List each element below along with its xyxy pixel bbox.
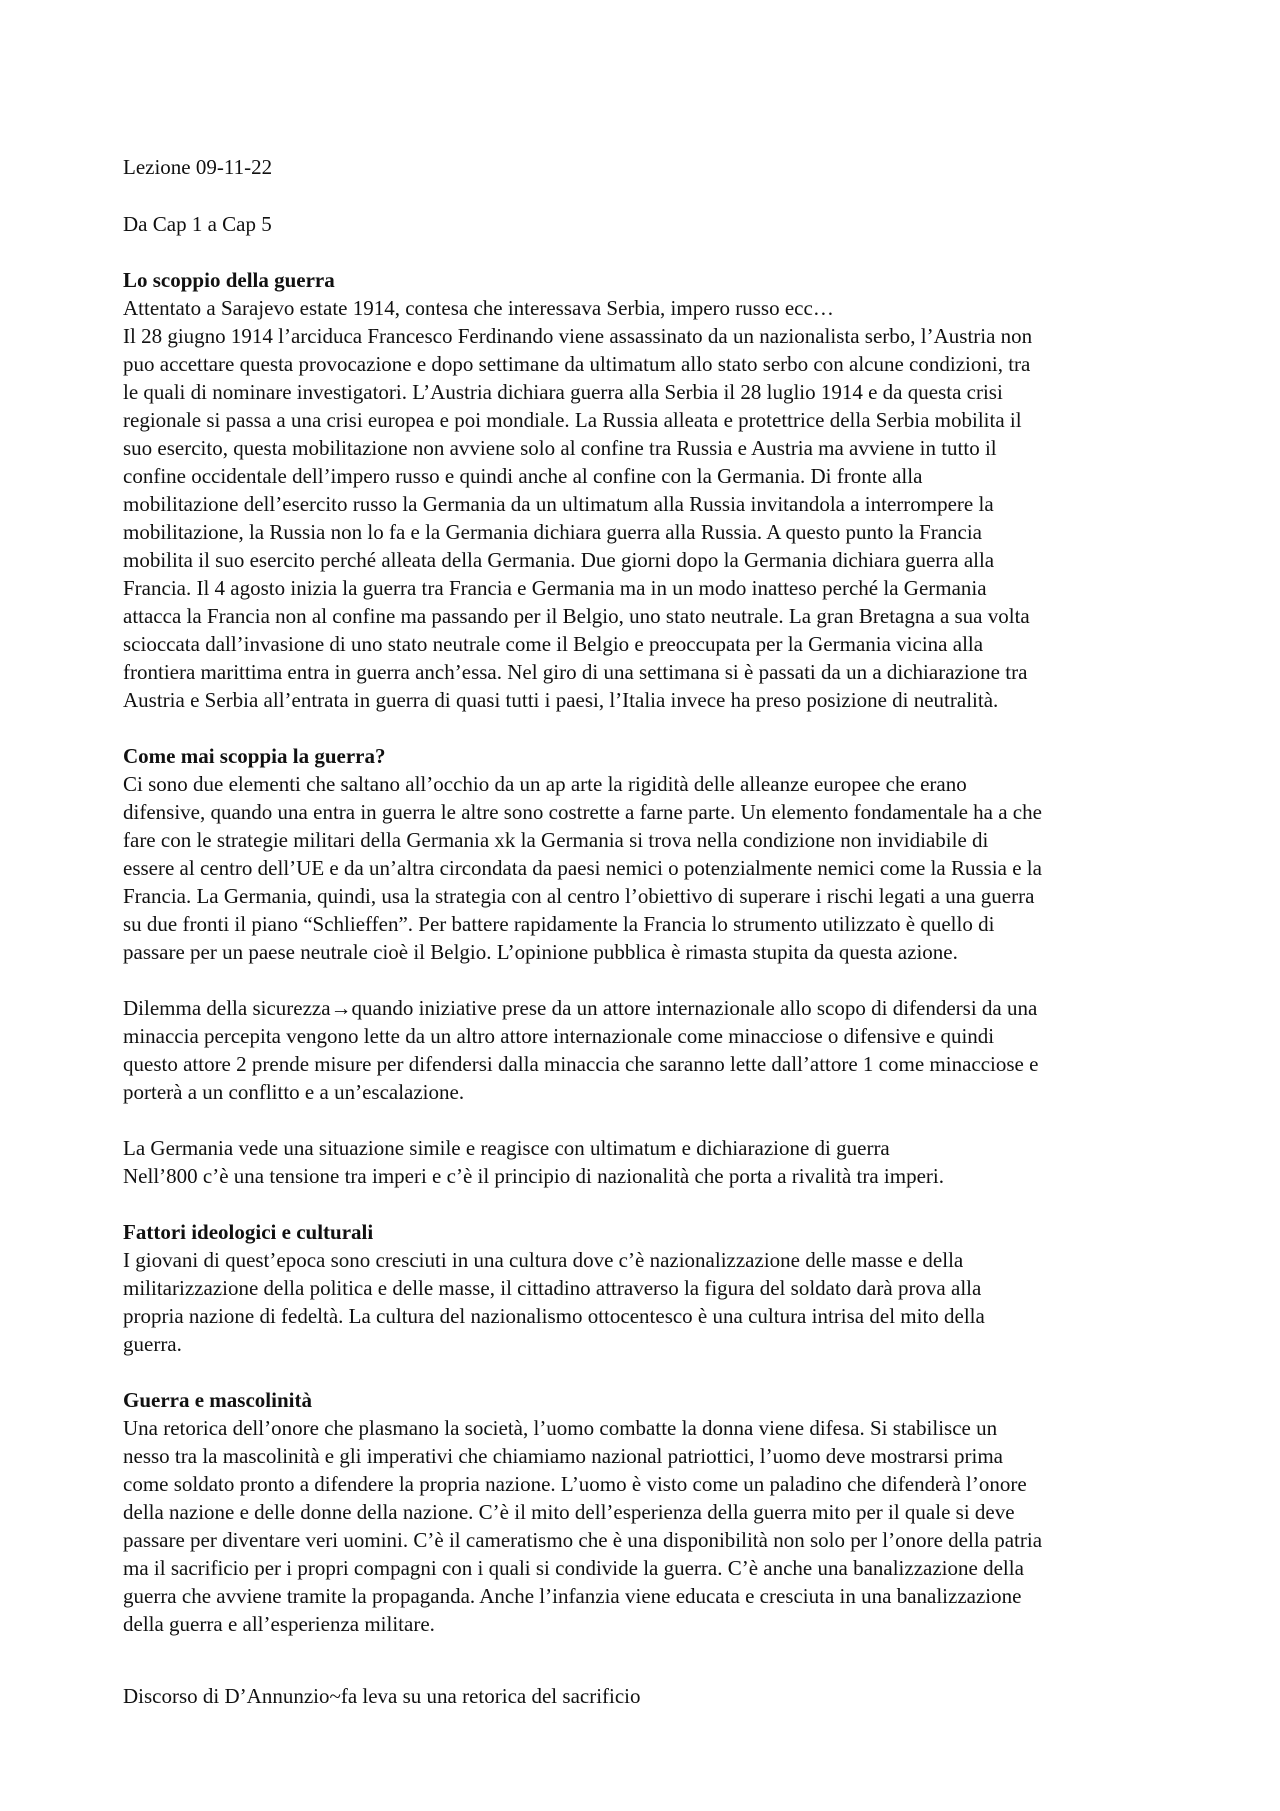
paragraph-line: I giovani di quest’epoca sono cresciuti in una cultura dove c’è nazionalizzazione delle masse e della (123, 1248, 964, 1272)
paragraph-line: guerra. (123, 1332, 182, 1356)
chapters-range: Da Cap 1 a Cap 5 (123, 212, 272, 236)
paragraph-line: essere al centro dell’UE e da un’altra circondata da paesi nemici o potenzialmente nemici come la Russia e la (123, 856, 1042, 880)
paragraph-line: mobilitazione, la Russia non lo fa e la Germania dichiara guerra alla Russia. A questo punto la Francia (123, 520, 983, 544)
paragraph-line: Attentato a Sarajevo estate 1914, contesa che interessava Serbia, impero russo ecc… (123, 296, 834, 320)
paragraph-line: Francia. La Germania, quindi, usa la strategia con al centro l’obiettivo di superare i rischi legati a una guerra (123, 884, 1035, 908)
paragraph-line: passare per diventare veri uomini. C’è il cameratismo che è una disponibilità non solo per l’onore della patria (123, 1528, 1043, 1552)
paragraph-line: guerra che avviene tramite la propaganda. Anche l’infanzia viene educata e cresciuta in una banalizzazione (123, 1584, 1022, 1608)
paragraph-line: Dilemma della sicurezza→quando iniziative prese da un attore internazionale allo scopo di difendersi da una (123, 996, 1038, 1020)
paragraph-line: attacca la Francia non al confine ma passando per il Belgio, uno stato neutrale. La gran Bretagna a sua volta (123, 604, 1030, 628)
paragraph-line: fare con le strategie militari della Germania xk la Germania si trova nella condizione non invidiabile di (123, 828, 989, 852)
paragraph-line: nesso tra la mascolinità e gli imperativi che chiamiamo nazional patriottici, l’uomo deve mostrarsi prima (123, 1444, 1003, 1468)
paragraph-line: le quali di nominare investigatori. L’Austria dichiara guerra alla Serbia il 28 luglio 1914 e da questa crisi (123, 380, 1003, 404)
paragraph-line: mobilitazione dell’esercito russo la Germania da un ultimatum alla Russia invitandola a interrompere la (123, 492, 994, 516)
paragraph-line: confine occidentale dell’impero russo e quindi anche al confine con la Germania. Di fronte alla (123, 464, 923, 488)
paragraph-line: suo esercito, questa mobilitazione non avviene solo al confine tra Russia e Austria ma avviene in tutto il (123, 436, 997, 460)
paragraph-line: scioccata dall’invasione di uno stato neutrale come il Belgio e preoccupata per la Germania vicina alla (123, 632, 984, 656)
paragraph-line: frontiera marittima entra in guerra anch’essa. Nel giro di una settimana si è passati da un a dichiarazione tra (123, 660, 1028, 684)
paragraph-line: porterà a un conflitto e a un’escalazione. (123, 1080, 465, 1104)
paragraph-line: Una retorica dell’onore che plasmano la società, l’uomo combatte la donna viene difesa. Si stabilisce un (123, 1416, 998, 1440)
paragraph-line: Nell’800 c’è una tensione tra imperi e c’è il principio di nazionalità che porta a rivalità tra imperi. (123, 1164, 944, 1188)
lesson-date: Lezione 09-11-22 (123, 155, 273, 179)
paragraph-line: questo attore 2 prende misure per difendersi dalla minaccia che saranno lette dall’attore 1 come minacciose e (123, 1052, 1039, 1076)
paragraph-line: La Germania vede una situazione simile e reagisce con ultimatum e dichiarazione di guerra (123, 1136, 890, 1160)
paragraph-line: Austria e Serbia all’entrata in guerra di quasi tutti i paesi, l’Italia invece ha preso posizione di neutralità. (123, 688, 999, 712)
paragraph-line: ma il sacrificio per i propri compagni con i quali si condivide la guerra. C’è anche una banalizzazione della (123, 1556, 1024, 1580)
paragraph-line: della nazione e delle donne della nazione. C’è il mito dell’esperienza della guerra mito per il quale si deve (123, 1500, 1015, 1524)
section-title-outbreak: Lo scoppio della guerra (123, 268, 335, 292)
paragraph-line: Il 28 giugno 1914 l’arciduca Francesco Ferdinando viene assassinato da un nazionalista serbo, l’Austria non (123, 324, 1033, 348)
paragraph-line: passare per un paese neutrale cioè il Belgio. L’opinione pubblica è rimasta stupita da questa azione. (123, 940, 958, 964)
paragraph-line: minaccia percepita vengono lette da un altro attore internazionale come minacciose o difensive e quindi (123, 1024, 995, 1048)
section-title-factors: Fattori ideologici e culturali (123, 1220, 374, 1244)
speech-note: Discorso di D’Annunzio~fa leva su una retorica del sacrificio (123, 1684, 641, 1708)
paragraph-line: militarizzazione della politica e delle masse, il cittadino attraverso la figura del soldato darà prova alla (123, 1276, 982, 1300)
paragraph-line: puo accettare questa provocazione e dopo settimane da ultimatum allo stato serbo con alcune condizioni, tra (123, 352, 1031, 376)
paragraph-line: Ci sono due elementi che saltano all’occhio da un ap arte la rigidità delle alleanze europee che erano (123, 772, 967, 796)
paragraph-line: su due fronti il piano “Schlieffen”. Per battere rapidamente la Francia lo strumento utilizzato è quello di (123, 912, 995, 936)
paragraph-line: mobilita il suo esercito perché alleata della Germania. Due giorni dopo la Germania dichiara guerra alla (123, 548, 995, 572)
paragraph-line: della guerra e all’esperienza militare. (123, 1612, 435, 1636)
paragraph-line: Francia. Il 4 agosto inizia la guerra tra Francia e Germania ma in un modo inatteso perché la Germania (123, 576, 987, 600)
paragraph-line: propria nazione di fedeltà. La cultura del nazionalismo ottocentesco è una cultura intrisa del mito della (123, 1304, 985, 1328)
paragraph-line: come soldato pronto a difendere la propria nazione. L’uomo è visto come un paladino che difenderà l’onore (123, 1472, 1027, 1496)
section-title-masculinity: Guerra e mascolinità (123, 1388, 312, 1412)
section-title-causes: Come mai scoppia la guerra? (123, 744, 386, 768)
paragraph-line: regionale si passa a una crisi europea e poi mondiale. La Russia alleata e protettrice della Serbia mobilita il (123, 408, 1022, 432)
paragraph-line: difensive, quando una entra in guerra le altre sono costrette a farne parte. Un elemento fondamentale ha a che (123, 800, 1042, 824)
